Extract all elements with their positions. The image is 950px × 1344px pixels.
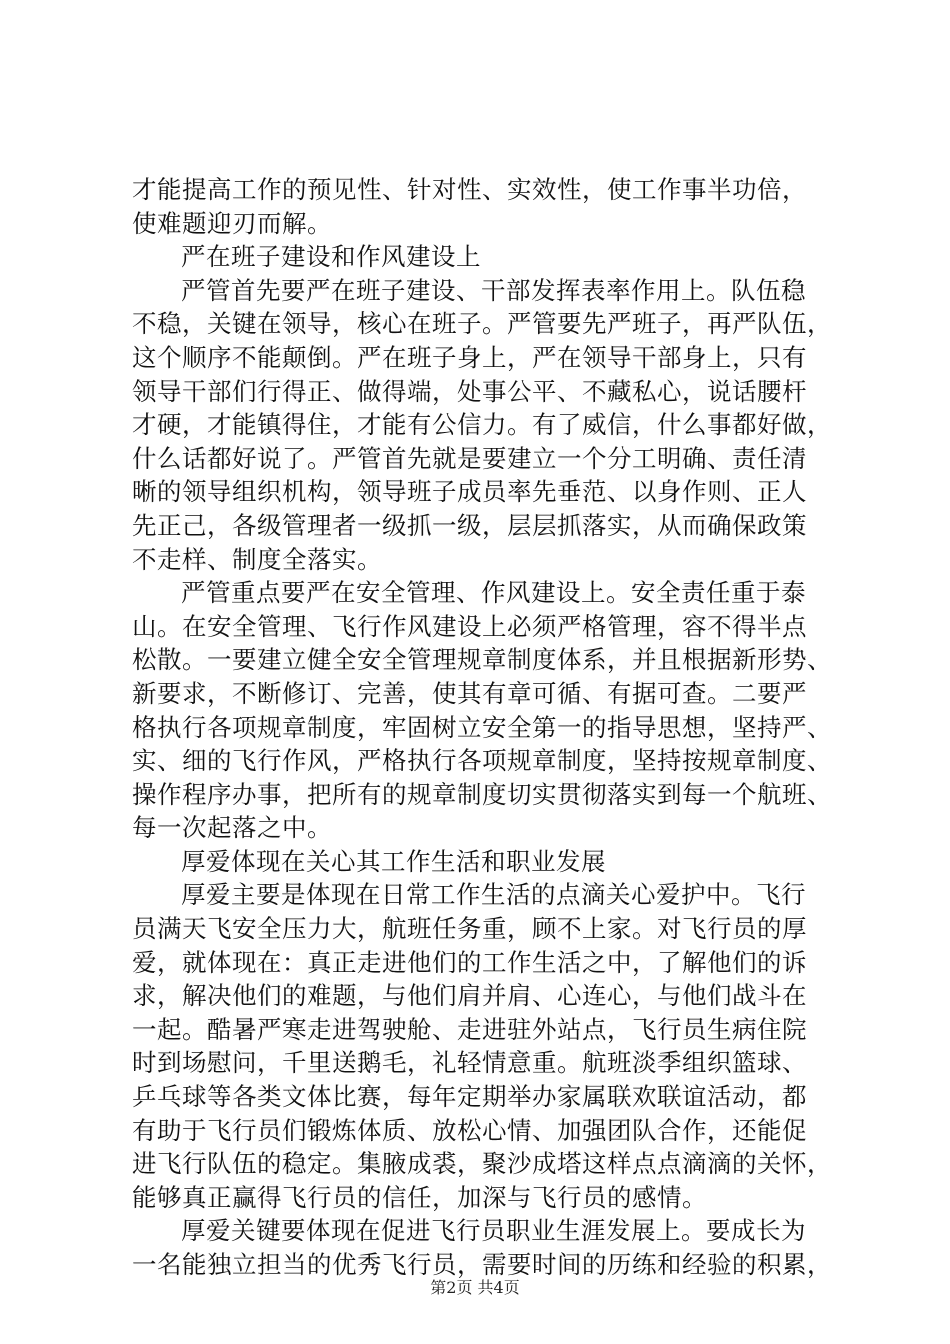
text-line: 山。在安全管理、飞行作风建设上必须严格管理，容不得半点: [132, 611, 807, 641]
text-line: 格执行各项规章制度，牢固树立安全第一的指导思想，坚持严、: [132, 712, 832, 742]
text-line: 每一次起落之中。: [132, 813, 332, 843]
text-line: 严管重点要严在安全管理、作风建设上。安全责任重于泰: [181, 578, 806, 608]
text-line: 才能提高工作的预见性、针对性、实效性，使工作事半功倍，: [132, 175, 807, 204]
text-line: 先正己，各级管理者一级抓一级，层层抓落实，从而确保政策: [132, 510, 807, 540]
text-line: 晰的领导组织机构，领导班子成员率先垂范、以身作则、正人: [132, 477, 807, 507]
text-line: 松散。一要建立健全安全管理规章制度体系，并且根据新形势、: [132, 645, 832, 675]
text-line: 能够真正赢得飞行员的信任，加深与飞行员的感情。: [132, 1182, 707, 1212]
text-line: 实、细的飞行作风，严格执行各项规章制度，坚持按规章制度、: [132, 746, 832, 776]
text-line: 时到场慰问，千里送鹅毛，礼轻情意重。航班淡季组织篮球、: [132, 1048, 807, 1078]
text-line: 不稳，关键在领导，核心在班子。严管要先严班子，再严队伍，: [132, 309, 832, 339]
text-line: 爱，就体现在：真正走进他们的工作生活之中，了解他们的诉: [132, 947, 807, 977]
page-number-footer: 第2页 共4页: [430, 1278, 520, 1297]
text-line: 员满天飞安全压力大，航班任务重，顾不上家。对飞行员的厚: [132, 914, 807, 944]
text-line: 什么话都好说了。严管首先就是要建立一个分工明确、责任清: [132, 443, 807, 473]
text-line: 一名能独立担当的优秀飞行员，需要时间的历练和经验的积累，: [132, 1250, 832, 1279]
text-line: 才硬，才能镇得住，才能有公信力。有了威信，什么事都好做，: [132, 410, 832, 440]
text-line: 求，解决他们的难题，与他们肩并肩、心连心，与他们战斗在: [132, 981, 807, 1011]
text-line: 一起。酷暑严寒走进驾驶舱、走进驻外站点，飞行员生病住院: [132, 1014, 807, 1044]
text-line: 使难题迎刃而解。: [132, 208, 332, 238]
text-line: 领导干部们行得正、做得端，处事公平、不藏私心，说话腰杆: [132, 376, 807, 406]
text-line: 进飞行队伍的稳定。集腋成裘，聚沙成塔这样点点滴滴的关怀，: [132, 1149, 832, 1179]
text-line: 有助于飞行员们锻炼体质、放松心情、加强团队合作，还能促: [132, 1115, 807, 1145]
text-line: 厚爱体现在关心其工作生活和职业发展: [181, 846, 606, 876]
text-line: 操作程序办事，把所有的规章制度切实贯彻落实到每一个航班、: [132, 779, 832, 809]
text-line: 严在班子建设和作风建设上: [181, 242, 481, 272]
text-line: 乒乓球等各类文体比赛，每年定期举办家属联欢联谊活动，都: [132, 1082, 807, 1112]
text-line: 新要求，不断修订、完善，使其有章可循、有据可查。二要严: [132, 678, 807, 708]
text-line: 厚爱关键要体现在促进飞行员职业生涯发展上。要成长为: [181, 1216, 806, 1246]
body-text: [132, 173, 832, 1282]
text-line: 这个顺序不能颠倒。严在班子身上，严在领导干部身上，只有: [132, 342, 807, 372]
text-line: 不走样、制度全落实。: [132, 544, 382, 574]
text-line: 厚爱主要是体现在日常工作生活的点滴关心爱护中。飞行: [181, 880, 806, 910]
text-line: 严管首先要严在班子建设、干部发挥表率作用上。队伍稳: [181, 275, 806, 305]
